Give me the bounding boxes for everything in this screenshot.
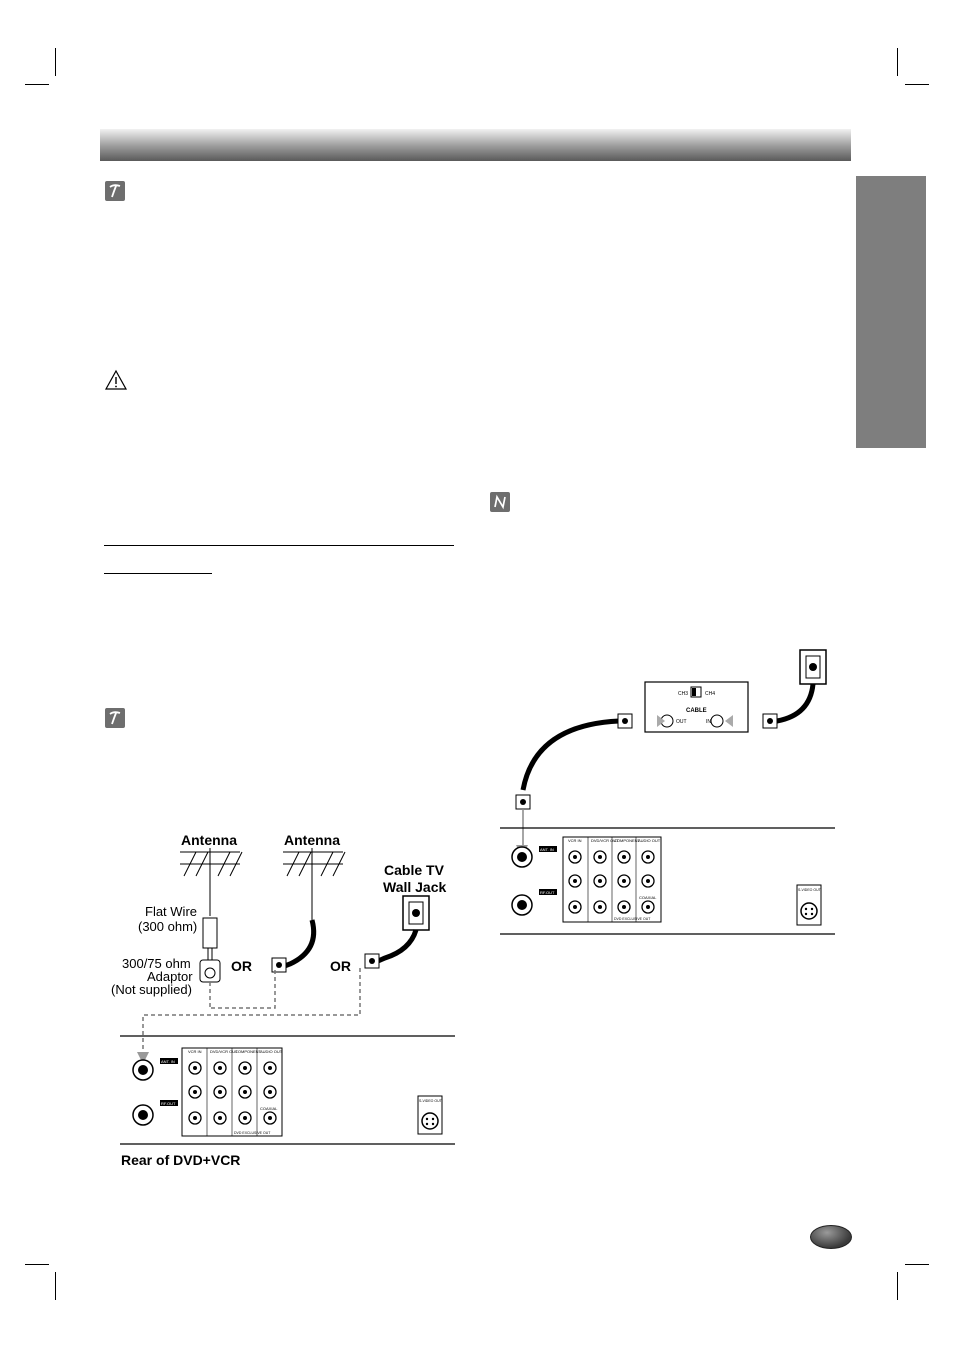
rf-out-jack (133, 1105, 153, 1125)
cable-jack-label: Wall Jack (383, 879, 447, 895)
svg-text:COMPONENT: COMPONENT (614, 838, 640, 843)
rear-of-unit-label: Rear of DVD+VCR (121, 1152, 241, 1168)
crop-mark (897, 1272, 898, 1300)
coax-plug-icon (272, 958, 286, 972)
chapter-side-tab (856, 176, 926, 448)
coax-plug-icon (618, 714, 632, 728)
crop-mark (25, 84, 49, 85)
ant-in-jack (133, 1060, 153, 1080)
antenna-label: Antenna (181, 832, 237, 848)
svg-text:VCR IN: VCR IN (568, 838, 582, 843)
heading-rule (104, 545, 454, 546)
coax-plug-icon (365, 954, 379, 968)
coax-cable (523, 721, 619, 790)
antenna-connection-diagram (100, 840, 460, 1150)
svg-text:DVD EXCLUSIVE OUT: DVD EXCLUSIVE OUT (234, 1131, 271, 1135)
warning-triangle-icon (104, 369, 128, 396)
rf-out-jack (512, 895, 532, 915)
svg-text:RF.OUT: RF.OUT (161, 1101, 176, 1106)
svg-text:VCR IN: VCR IN (188, 1049, 202, 1054)
svg-text:ANT. IN: ANT. IN (161, 1059, 175, 1064)
svg-text:COAXIAL: COAXIAL (639, 895, 657, 900)
adaptor-label: Adaptor (147, 969, 193, 984)
svg-text:DVD EXCLUSIVE OUT: DVD EXCLUSIVE OUT (614, 917, 651, 921)
svg-text:ANT. IN: ANT. IN (540, 847, 554, 852)
crop-mark (905, 1264, 929, 1265)
svg-text:S-VIDEO OUT: S-VIDEO OUT (419, 1099, 442, 1103)
svg-text:RF.OUT: RF.OUT (540, 890, 555, 895)
crop-mark (55, 1272, 56, 1300)
page-number-badge (810, 1225, 852, 1249)
antenna-label: Antenna (284, 832, 340, 848)
cable-box-connection-diagram (495, 645, 840, 940)
svg-text:AUDIO OUT: AUDIO OUT (260, 1049, 283, 1054)
flat-wire-label: (300 ohm) (138, 919, 198, 934)
wall-jack-icon (800, 650, 826, 684)
coax-cable (378, 930, 416, 961)
heading-rule-short (104, 573, 212, 574)
cable-jack-label: Cable TV (384, 862, 444, 878)
or-label: OR (330, 958, 351, 974)
coax-cable (777, 684, 813, 721)
ant-in-jack (512, 847, 532, 867)
coax-plug-icon (516, 795, 530, 809)
tip-icon (105, 181, 125, 201)
crop-mark (55, 48, 56, 76)
crop-mark (905, 84, 929, 85)
coax-plug-icon (763, 714, 777, 728)
adaptor-label: (Not supplied) (111, 982, 192, 997)
svg-text:IN: IN (706, 719, 711, 725)
coax-cable (282, 920, 314, 967)
adaptor-label: 300/75 ohm (122, 956, 191, 971)
svg-text:COAXIAL: COAXIAL (260, 1106, 278, 1111)
flat-wire-label: Flat Wire (145, 904, 197, 919)
crop-mark (897, 48, 898, 76)
svg-text:CH4: CH4 (705, 691, 716, 697)
svg-text:COMPONENT: COMPONENT (235, 1049, 261, 1054)
svg-text:OUT: OUT (676, 719, 687, 725)
svg-text:DVD/VCR OUT: DVD/VCR OUT (210, 1049, 238, 1054)
antenna-icon (180, 848, 242, 916)
antenna-icon (283, 848, 345, 920)
svg-text:CABLE: CABLE (686, 708, 707, 714)
note-icon (490, 492, 510, 512)
wall-jack-icon (403, 896, 429, 930)
svg-text:CH3: CH3 (678, 691, 689, 697)
svg-text:S-VIDEO OUT: S-VIDEO OUT (798, 888, 821, 892)
crop-mark (25, 1264, 49, 1265)
svg-text:DVD/VCR OUT: DVD/VCR OUT (591, 838, 619, 843)
adaptor-icon (200, 960, 220, 982)
flat-wire-icon (203, 918, 217, 960)
svg-text:AUDIO OUT: AUDIO OUT (638, 838, 661, 843)
section-header-band (100, 129, 851, 161)
tip-icon (105, 708, 125, 728)
or-label: OR (231, 958, 252, 974)
